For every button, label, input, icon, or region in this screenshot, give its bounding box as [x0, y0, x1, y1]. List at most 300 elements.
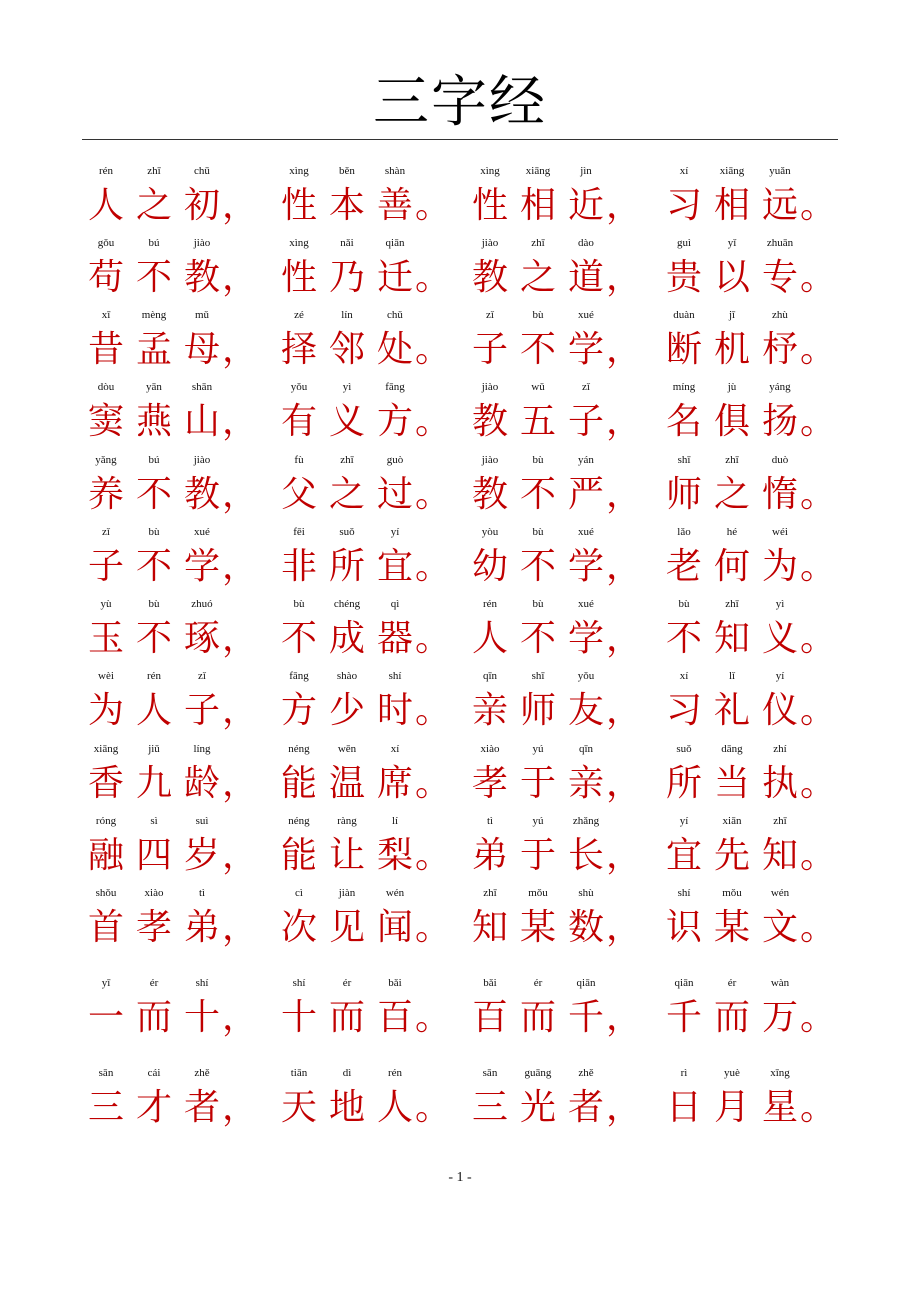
pinyin-label: xiāng	[525, 165, 551, 177]
pinyin-label: ér	[149, 977, 159, 989]
hanzi-character: 过	[376, 474, 413, 515]
hanzi-character: 孝	[135, 907, 172, 948]
pinyin-label: bù	[293, 598, 305, 610]
hanzi-character: 本	[328, 185, 365, 226]
pinyin-label: zhě	[578, 1067, 594, 1079]
pinyin-label: bù	[148, 526, 160, 538]
hanzi-character: 乃	[328, 257, 365, 298]
hanzi-character: 义	[761, 618, 798, 659]
hanzi-character: 之	[713, 474, 750, 515]
hanzi-character: 以	[713, 257, 750, 298]
pinyin-label: xué	[578, 309, 594, 321]
hanzi-character: 所	[328, 546, 365, 587]
hanzi-character: 性	[280, 257, 317, 298]
punctuation-mark: 。	[799, 618, 836, 659]
hanzi-character: 亲	[567, 763, 604, 804]
hanzi-character: 岁	[183, 835, 220, 876]
pinyin-label: ér	[342, 977, 352, 989]
punctuation-mark: 。	[414, 835, 451, 876]
pinyin-label: róng	[95, 815, 117, 827]
pinyin-label: guāng	[524, 1067, 552, 1079]
hanzi-character: 琢	[183, 618, 220, 659]
hanzi-character: 子	[567, 401, 604, 442]
hanzi-character: 弟	[471, 835, 508, 876]
pinyin-label: xué	[578, 526, 594, 538]
pinyin-label: tiān	[290, 1067, 308, 1079]
hanzi-character: 者	[183, 1087, 220, 1128]
pinyin-label: fù	[294, 454, 304, 466]
pinyin-label: wēn	[337, 743, 357, 755]
hanzi-character: 苟	[87, 257, 124, 298]
hanzi-character: 能	[280, 763, 317, 804]
pinyin-label: duàn	[673, 309, 695, 321]
verse-line	[0, 742, 920, 822]
pinyin-label: zǐ	[486, 309, 494, 321]
pinyin-label: xìng	[289, 237, 309, 249]
pinyin-label: zhī	[725, 454, 739, 466]
punctuation-mark: 。	[414, 329, 451, 370]
pinyin-label: dòu	[97, 381, 115, 393]
verse-line	[0, 525, 920, 605]
hanzi-character: 于	[519, 835, 556, 876]
pinyin-label: jiào	[481, 237, 499, 249]
hanzi-character: 教	[183, 257, 220, 298]
hanzi-character: 千	[665, 997, 702, 1038]
pinyin-label: zhī	[725, 598, 739, 610]
pinyin-label: jiǔ	[148, 743, 160, 755]
pinyin-label: zǐ	[198, 670, 206, 682]
punctuation-mark: 。	[414, 997, 451, 1038]
hanzi-character: 不	[519, 329, 556, 370]
pinyin-label: yán	[578, 454, 594, 466]
hanzi-character: 择	[280, 329, 317, 370]
hanzi-character: 师	[665, 474, 702, 515]
pinyin-label: wén	[385, 887, 405, 899]
hanzi-character: 仪	[761, 690, 798, 731]
pinyin-label: ràng	[337, 815, 357, 827]
hanzi-character: 万	[761, 997, 798, 1038]
pinyin-label: xìng	[480, 165, 500, 177]
hanzi-character: 先	[713, 835, 750, 876]
hanzi-character: 见	[328, 907, 365, 948]
punctuation-mark: ，	[221, 690, 258, 731]
pinyin-label: xīng	[770, 1067, 790, 1079]
pinyin-label: lí	[391, 815, 399, 827]
punctuation-mark: 。	[414, 907, 451, 948]
punctuation-mark: 。	[414, 185, 451, 226]
pinyin-label: tì	[486, 815, 494, 827]
pinyin-label: rén	[146, 670, 162, 682]
hanzi-character: 而	[519, 997, 556, 1038]
pinyin-label: xué	[578, 598, 594, 610]
pinyin-label: fāng	[385, 381, 405, 393]
pinyin-label: xiào	[144, 887, 164, 899]
hanzi-character: 杼	[761, 329, 798, 370]
hanzi-character: 香	[87, 763, 124, 804]
hanzi-character: 月	[713, 1087, 750, 1128]
pinyin-label: zhī	[773, 815, 787, 827]
punctuation-mark: 。	[414, 257, 451, 298]
punctuation-mark: ，	[221, 185, 258, 226]
punctuation-mark: ，	[221, 474, 258, 515]
verse-line	[0, 886, 920, 966]
hanzi-character: 人	[471, 618, 508, 659]
hanzi-character: 不	[135, 546, 172, 587]
hanzi-character: 人	[135, 690, 172, 731]
hanzi-character: 性	[471, 185, 508, 226]
pinyin-label: xiāng	[93, 743, 119, 755]
pinyin-label: xiāng	[719, 165, 745, 177]
hanzi-character: 不	[280, 618, 317, 659]
pinyin-label: shàn	[384, 165, 406, 177]
hanzi-character: 识	[665, 907, 702, 948]
pinyin-label: xué	[194, 526, 210, 538]
hanzi-character: 教	[471, 401, 508, 442]
pinyin-label: wǔ	[531, 381, 545, 393]
hanzi-character: 孟	[135, 329, 172, 370]
pinyin-label: zhī	[340, 454, 354, 466]
hanzi-character: 方	[280, 690, 317, 731]
punctuation-mark: ，	[221, 329, 258, 370]
pinyin-label: jī	[728, 309, 736, 321]
hanzi-character: 执	[761, 763, 798, 804]
hanzi-character: 机	[713, 329, 750, 370]
hanzi-character: 于	[519, 763, 556, 804]
verse-line	[0, 380, 920, 460]
pinyin-label: bǎi	[483, 977, 497, 989]
pinyin-label: tì	[198, 887, 206, 899]
punctuation-mark: ，	[221, 763, 258, 804]
pinyin-label: yǒu	[290, 381, 308, 393]
pinyin-label: sì	[150, 815, 158, 827]
hanzi-character: 龄	[183, 763, 220, 804]
hanzi-character: 礼	[713, 690, 750, 731]
pinyin-label: zhuó	[191, 598, 213, 610]
hanzi-character: 梨	[376, 835, 413, 876]
pinyin-label: zǐ	[582, 381, 590, 393]
hanzi-character: 而	[135, 997, 172, 1038]
punctuation-mark: ，	[605, 401, 642, 442]
pinyin-label: yān	[146, 381, 162, 393]
hanzi-character: 非	[280, 546, 317, 587]
pinyin-label: rén	[482, 598, 498, 610]
pinyin-label: qīn	[578, 743, 594, 755]
pinyin-label: líng	[193, 743, 211, 755]
hanzi-character: 弟	[183, 907, 220, 948]
pinyin-label: hé	[726, 526, 738, 538]
hanzi-character: 性	[280, 185, 317, 226]
pinyin-label: yáng	[769, 381, 791, 393]
pinyin-label: yǒu	[577, 670, 595, 682]
hanzi-character: 山	[183, 401, 220, 442]
pinyin-label: yì	[342, 381, 352, 393]
hanzi-character: 三	[471, 1087, 508, 1128]
pinyin-label: chū	[194, 165, 210, 177]
pinyin-label: wàn	[770, 977, 790, 989]
pinyin-label: shào	[336, 670, 358, 682]
punctuation-mark: 。	[799, 763, 836, 804]
pinyin-label: chǔ	[387, 309, 403, 321]
hanzi-character: 五	[519, 401, 556, 442]
punctuation-mark: ，	[605, 997, 642, 1038]
pinyin-label: yǎng	[95, 454, 117, 466]
pinyin-label: zhuān	[766, 237, 794, 249]
pinyin-label: guò	[386, 454, 404, 466]
hanzi-character: 初	[183, 185, 220, 226]
pinyin-label: shī	[677, 454, 691, 466]
punctuation-mark: ，	[605, 690, 642, 731]
verse-line	[0, 814, 920, 894]
punctuation-mark: ，	[605, 907, 642, 948]
pinyin-label: běn	[339, 165, 355, 177]
pinyin-label: wén	[770, 887, 790, 899]
pinyin-label: jiào	[193, 454, 211, 466]
pinyin-label: fēi	[293, 526, 305, 538]
pinyin-label: dào	[578, 237, 594, 249]
hanzi-character: 不	[135, 618, 172, 659]
pinyin-label: yòu	[481, 526, 499, 538]
pinyin-label: shù	[578, 887, 594, 899]
pinyin-label: lín	[341, 309, 353, 321]
hanzi-character: 善	[376, 185, 413, 226]
pinyin-label: gǒu	[97, 237, 115, 249]
hanzi-character: 千	[567, 997, 604, 1038]
hanzi-character: 所	[665, 763, 702, 804]
hanzi-character: 者	[567, 1087, 604, 1128]
pinyin-label: xiào	[480, 743, 500, 755]
pinyin-label: néng	[288, 815, 310, 827]
hanzi-character: 学	[183, 546, 220, 587]
pinyin-label: chéng	[333, 598, 361, 610]
hanzi-character: 才	[135, 1087, 172, 1128]
title-underline	[82, 139, 838, 140]
pinyin-label: jù	[727, 381, 737, 393]
hanzi-character: 相	[519, 185, 556, 226]
pinyin-label: bù	[532, 598, 544, 610]
hanzi-character: 天	[280, 1087, 317, 1128]
punctuation-mark: 。	[414, 474, 451, 515]
hanzi-character: 当	[713, 763, 750, 804]
pinyin-label: zhí	[773, 743, 787, 755]
pinyin-label: xí	[390, 743, 400, 755]
punctuation-mark: ，	[221, 618, 258, 659]
hanzi-character: 某	[519, 907, 556, 948]
hanzi-character: 相	[713, 185, 750, 226]
punctuation-mark: 。	[799, 835, 836, 876]
hanzi-character: 人	[376, 1087, 413, 1128]
hanzi-character: 严	[567, 474, 604, 515]
hanzi-character: 远	[761, 185, 798, 226]
hanzi-character: 首	[87, 907, 124, 948]
pinyin-label: shí	[292, 977, 306, 989]
hanzi-character: 而	[713, 997, 750, 1038]
hanzi-character: 少	[328, 690, 365, 731]
punctuation-mark: ，	[605, 329, 642, 370]
verse-line	[0, 164, 920, 244]
hanzi-character: 十	[280, 997, 317, 1038]
pinyin-label: bù	[532, 309, 544, 321]
hanzi-character: 子	[471, 329, 508, 370]
pinyin-label: mèng	[141, 309, 167, 321]
punctuation-mark: 。	[414, 1087, 451, 1128]
pinyin-label: suì	[195, 815, 209, 827]
verse-line	[0, 236, 920, 316]
punctuation-mark: 。	[414, 690, 451, 731]
hanzi-character: 不	[135, 474, 172, 515]
pinyin-label: bú	[148, 454, 160, 466]
hanzi-character: 习	[665, 690, 702, 731]
hanzi-character: 近	[567, 185, 604, 226]
pinyin-label: yù	[100, 598, 112, 610]
hanzi-character: 老	[665, 546, 702, 587]
punctuation-mark: 。	[799, 1087, 836, 1128]
hanzi-character: 教	[183, 474, 220, 515]
hanzi-character: 不	[519, 618, 556, 659]
punctuation-mark: ，	[221, 546, 258, 587]
hanzi-character: 学	[567, 329, 604, 370]
hanzi-character: 日	[665, 1087, 702, 1128]
hanzi-character: 方	[376, 401, 413, 442]
pinyin-label: duò	[771, 454, 789, 466]
punctuation-mark: 。	[799, 401, 836, 442]
pinyin-label: ér	[727, 977, 737, 989]
hanzi-character: 长	[567, 835, 604, 876]
hanzi-character: 贵	[665, 257, 702, 298]
punctuation-mark: ，	[221, 1087, 258, 1128]
hanzi-character: 时	[376, 690, 413, 731]
hanzi-character: 次	[280, 907, 317, 948]
hanzi-character: 之	[519, 257, 556, 298]
hanzi-character: 三	[87, 1087, 124, 1128]
punctuation-mark: 。	[414, 401, 451, 442]
pinyin-label: guì	[676, 237, 692, 249]
pinyin-label: yǐ	[727, 237, 737, 249]
pinyin-label: fāng	[289, 670, 309, 682]
pinyin-label: rì	[680, 1067, 688, 1079]
hanzi-character: 温	[328, 763, 365, 804]
verse-line	[0, 453, 920, 533]
hanzi-character: 成	[328, 618, 365, 659]
verse-line	[0, 308, 920, 388]
hanzi-character: 某	[713, 907, 750, 948]
hanzi-character: 教	[471, 257, 508, 298]
pinyin-label: zhǎng	[572, 815, 600, 827]
pinyin-label: yú	[532, 743, 544, 755]
punctuation-mark: ，	[221, 907, 258, 948]
pinyin-label: mǒu	[722, 887, 742, 899]
pinyin-label: yì	[775, 598, 785, 610]
hanzi-character: 何	[713, 546, 750, 587]
pinyin-label: ér	[533, 977, 543, 989]
hanzi-character: 星	[761, 1087, 798, 1128]
pinyin-label: shǒu	[95, 887, 117, 899]
pinyin-label: xī	[101, 309, 111, 321]
punctuation-mark: 。	[799, 474, 836, 515]
hanzi-character: 惰	[761, 474, 798, 515]
pinyin-label: cái	[147, 1067, 161, 1079]
hanzi-character: 不	[135, 257, 172, 298]
pinyin-label: shī	[531, 670, 545, 682]
punctuation-mark: ，	[221, 997, 258, 1038]
pinyin-label: zhī	[483, 887, 497, 899]
pinyin-label: dāng	[721, 743, 743, 755]
hanzi-character: 为	[761, 546, 798, 587]
hanzi-character: 窦	[87, 401, 124, 442]
pinyin-label: lǐ	[728, 670, 736, 682]
hanzi-character: 能	[280, 835, 317, 876]
pinyin-label: jiào	[481, 454, 499, 466]
pinyin-label: yuǎn	[769, 165, 791, 177]
punctuation-mark: ，	[605, 257, 642, 298]
hanzi-character: 百	[376, 997, 413, 1038]
punctuation-mark: ，	[605, 185, 642, 226]
pinyin-label: zé	[294, 309, 304, 321]
punctuation-mark: ，	[221, 835, 258, 876]
pinyin-label: mǒu	[528, 887, 548, 899]
hanzi-character: 迁	[376, 257, 413, 298]
hanzi-character: 师	[519, 690, 556, 731]
pinyin-label: shí	[388, 670, 402, 682]
punctuation-mark: ，	[605, 1087, 642, 1128]
pinyin-label: sān	[482, 1067, 498, 1079]
pinyin-label: zhù	[772, 309, 788, 321]
pinyin-label: bù	[532, 526, 544, 538]
hanzi-character: 处	[376, 329, 413, 370]
pinyin-label: jiào	[481, 381, 499, 393]
hanzi-character: 知	[471, 907, 508, 948]
punctuation-mark: ，	[605, 835, 642, 876]
pinyin-label: qiān	[674, 977, 694, 989]
hanzi-character: 文	[761, 907, 798, 948]
hanzi-character: 地	[328, 1087, 365, 1128]
pinyin-label: bú	[148, 237, 160, 249]
pinyin-label: nǎi	[340, 237, 354, 249]
pinyin-label: xí	[679, 670, 689, 682]
pinyin-label: bǎi	[388, 977, 402, 989]
punctuation-mark: 。	[799, 546, 836, 587]
hanzi-character: 让	[328, 835, 365, 876]
hanzi-character: 燕	[135, 401, 172, 442]
pinyin-label: yí	[679, 815, 689, 827]
hanzi-character: 友	[567, 690, 604, 731]
hanzi-character: 子	[183, 690, 220, 731]
hanzi-character: 有	[280, 401, 317, 442]
hanzi-character: 数	[567, 907, 604, 948]
pinyin-label: bù	[148, 598, 160, 610]
pinyin-label: suǒ	[339, 526, 355, 538]
hanzi-character: 学	[567, 618, 604, 659]
punctuation-mark: 。	[414, 618, 451, 659]
hanzi-character: 道	[567, 257, 604, 298]
pinyin-label: yī	[101, 977, 111, 989]
pinyin-label: bù	[532, 454, 544, 466]
pinyin-label: suǒ	[676, 743, 692, 755]
hanzi-character: 习	[665, 185, 702, 226]
pinyin-label: dì	[342, 1067, 352, 1079]
hanzi-character: 孝	[471, 763, 508, 804]
verse-line	[0, 669, 920, 749]
pinyin-label: qīn	[482, 670, 498, 682]
pinyin-label: cì	[295, 887, 303, 899]
punctuation-mark: 。	[414, 763, 451, 804]
pinyin-label: zhě	[194, 1067, 210, 1079]
hanzi-character: 断	[665, 329, 702, 370]
pinyin-label: zhī	[531, 237, 545, 249]
pinyin-label: lǎo	[677, 526, 691, 538]
hanzi-character: 九	[135, 763, 172, 804]
pinyin-label: yú	[532, 815, 544, 827]
hanzi-character: 一	[87, 997, 124, 1038]
